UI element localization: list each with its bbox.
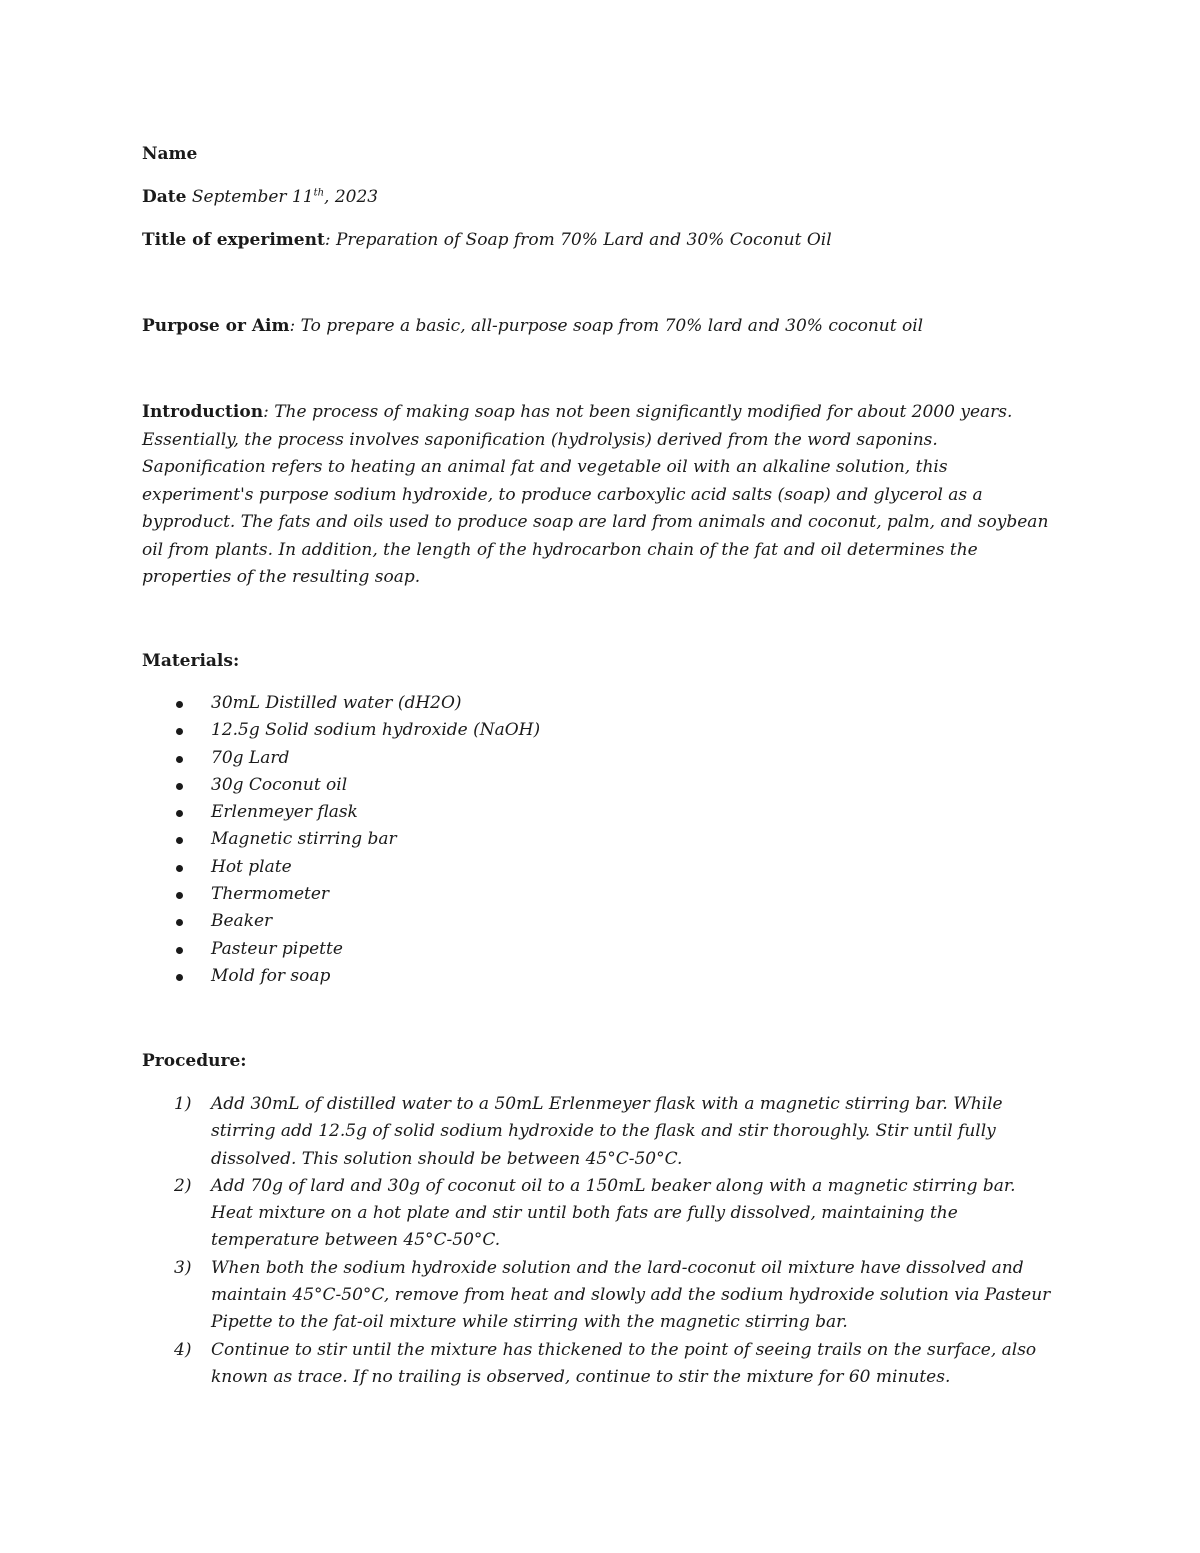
procedure-step (142, 1337, 1062, 1392)
material-item: 30g Coconut oil (142, 772, 540, 799)
date-value-sup: th (313, 187, 325, 199)
material-item: 70g Lard (142, 745, 540, 772)
procedure-step (142, 1255, 1062, 1337)
step-text: Continue to stir until the mixture has thickened to the point of seeing trails on the surface, also known as trace. If no trailing is observed, continue to stir the mixture for 60 minutes. (211, 1339, 1037, 1387)
bullet-icon (176, 728, 183, 735)
step-text: Add 30mL of distilled water to a 50mL Erlenmeyer flask with a magnetic stirring bar. While stirring add 12.5g of solid sodium hydroxide to the flask and stir thoroughly. Stir until fully dissolved. This solution should be between 45°C-50°C. (211, 1094, 1003, 1169)
purpose-colon: : (289, 316, 296, 336)
name-label: Name (142, 144, 198, 164)
date-line (142, 184, 378, 212)
material-item: Pasteur pipette (142, 936, 540, 963)
bullet-icon (176, 837, 183, 844)
materials-heading: Materials: (142, 651, 240, 671)
bullet-icon (176, 892, 183, 899)
procedure-list (142, 1091, 1062, 1391)
material-item: Erlenmeyer flask (142, 799, 540, 826)
step-number: 4) (174, 1339, 192, 1360)
bullet-icon (176, 810, 183, 817)
purpose-text: To prepare a basic, all-purpose soap from 70% lard and 30% coconut oil (300, 316, 924, 336)
title-colon: : (324, 230, 331, 250)
procedure-heading: Procedure: (142, 1051, 247, 1071)
date-label: Date (142, 187, 187, 207)
bullet-icon (176, 783, 183, 790)
bullet-icon (176, 919, 183, 926)
material-item: Mold for soap (142, 963, 540, 990)
purpose-label: Purpose or Aim (142, 316, 290, 336)
purpose-line (142, 313, 923, 341)
title-line (142, 227, 832, 255)
date-value (192, 187, 378, 207)
material-item: Hot plate (142, 854, 540, 881)
material-item: Magnetic stirring bar (142, 826, 540, 853)
bullet-icon (176, 865, 183, 872)
step-number: 2) (174, 1175, 192, 1196)
materials-list (142, 690, 540, 990)
bullet-icon (176, 974, 183, 981)
step-text: When both the sodium hydroxide solution and the lard-coconut oil mixture have dissolved and maintain 45°C-50°C, remove from heat and slowly add the sodium hydroxide solution via Pasteur Pipette to the fat-oil mixture while stirring with the magnetic stirring bar. (211, 1257, 1051, 1333)
introduction-paragraph (142, 399, 1062, 592)
material-item: Thermometer (142, 881, 540, 908)
title-label: Title of experiment (142, 230, 325, 250)
procedure-step (142, 1091, 1062, 1173)
date-value-year: , 2023 (324, 187, 379, 207)
bullet-icon (176, 947, 183, 954)
introduction-text: The process of making soap has not been significantly modified for about 2000 years. Essentially, the process involves saponification (hydrolysis) derived from the word saponins. Saponification refers to heating an animal fat and vegetable oil with an alkaline solution, this experiment's purpose sodium hydroxide, to produce carboxylic acid salts (soap) and glycerol as a byproduct. The fats and oils used to produce soap are lard from animals and coconut, palm, and soybean oil from plants. In addition, the length of the hydrocarbon chain of the fat and oil determines the properties of the resulting soap. (142, 402, 1049, 587)
material-item: 30mL Distilled water (dH2O) (142, 690, 540, 717)
date-value-main: September 11 (191, 187, 314, 207)
title-value: Preparation of Soap from 70% Lard and 30% Coconut Oil (335, 230, 832, 250)
step-number: 3) (174, 1257, 192, 1278)
step-number: 1) (174, 1094, 192, 1114)
bullet-icon (176, 756, 183, 763)
step-text: Add 70g of lard and 30g of coconut oil to a 150mL beaker along with a magnetic stirring bar. Heat mixture on a hot plate and stir until both fats are fully dissolved, maintaining the temperature between 45°C-50°C. (211, 1175, 1016, 1251)
bullet-icon (176, 701, 183, 708)
introduction-label: Introduction (142, 402, 264, 422)
material-item: Beaker (142, 908, 540, 935)
introduction-colon: : (263, 402, 269, 422)
procedure-step (142, 1173, 1062, 1255)
name-line (142, 141, 197, 169)
material-item: 12.5g Solid sodium hydroxide (NaOH) (142, 717, 540, 744)
